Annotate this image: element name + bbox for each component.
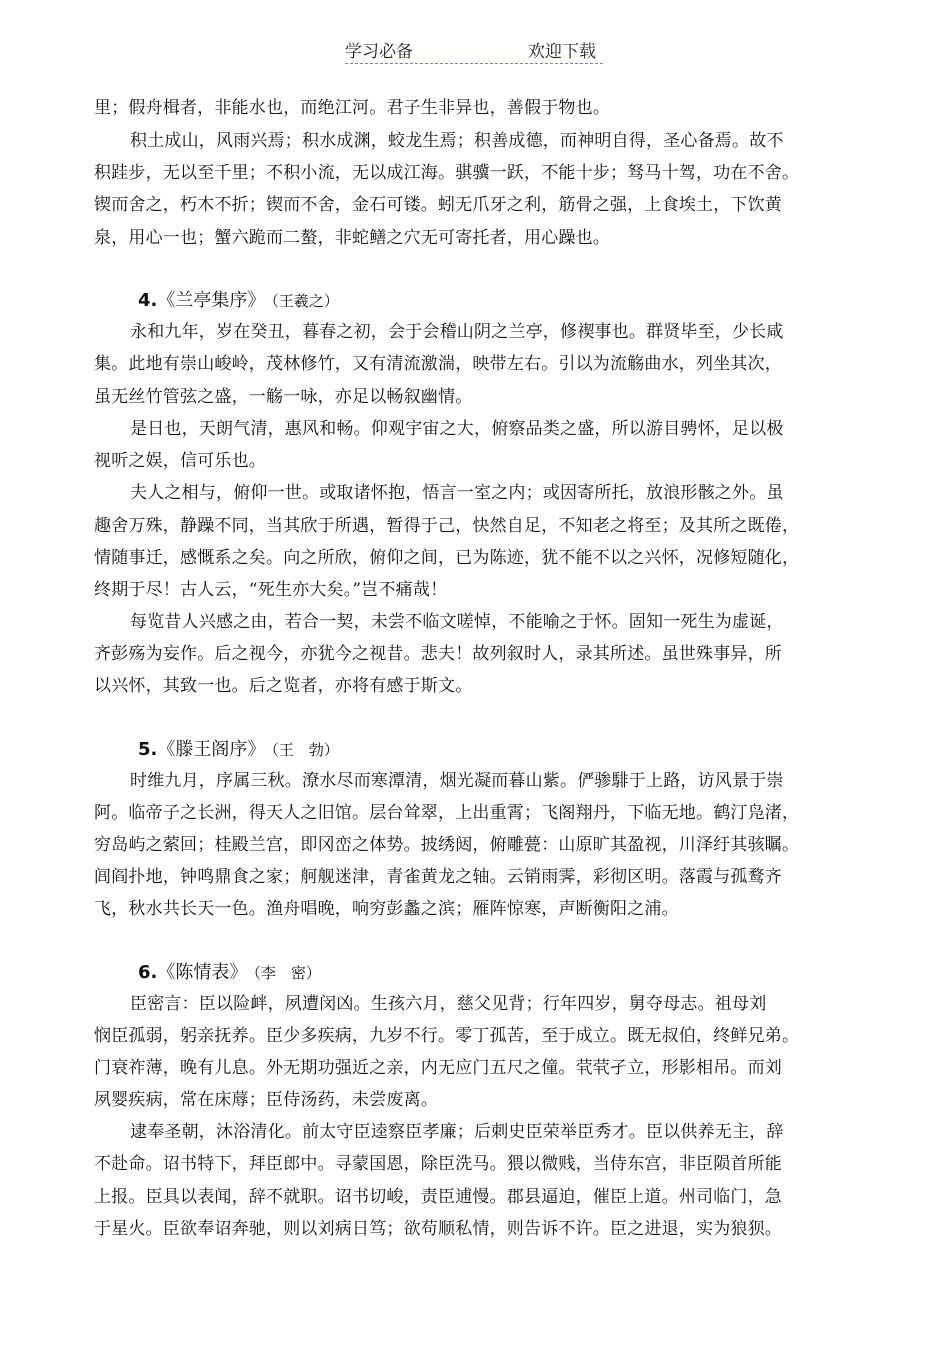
section-author: （王 勃）: [271, 741, 339, 759]
header-divider: [345, 63, 603, 64]
text-line: 穷岛屿之萦回；桂殿兰宫，即冈峦之体势。披绣闼，俯雕甍：山原旷其盈视，川泽纡其骇瞩。: [94, 835, 800, 855]
text-line: 阿。临帝子之长洲，得天人之旧馆。层台耸翠，上出重霄；飞阁翔丹，下临无地。鹤汀凫渚，: [94, 803, 800, 823]
text-line: 泉，用心一也；蟹六跪而二螯，非蛇鳝之穴无可寄托者，用心躁也。: [94, 228, 610, 248]
header-left-text: 学习必备: [345, 42, 413, 62]
section-number: 6.: [138, 962, 158, 983]
section-title: 《兰亭集序》: [157, 290, 266, 311]
text-line: 夫人之相与，俯仰一世。或取诸怀抱，悟言一室之内；或因寄所托，放浪形骸之外。虽: [130, 483, 784, 503]
text-line: 飞，秋水共长天一色。渔舟唱晚，响穷彭蠡之滨；雁阵惊寒，声断衡阳之浦。: [94, 899, 679, 919]
text-line: 趣舍万殊，静躁不同，当其欣于所遇，暂得于己，快然自足，不知老之将至；及其所之既倦，: [94, 516, 800, 536]
text-line: 以兴怀，其致一也。后之览者，亦将有感于斯文。: [94, 676, 473, 696]
section-author: （王羲之）: [271, 292, 339, 310]
text-line: 永和九年，岁在癸丑，暮春之初，会于会稽山阴之兰亭，修禊事也。群贤毕至，少长咸: [130, 322, 784, 342]
section-heading: [138, 289, 339, 313]
text-line: 逮奉圣朝，沐浴清化。前太守臣逵察臣孝廉；后刺史臣荣举臣秀才。臣以供养无主，辞: [130, 1122, 784, 1142]
text-line: 每览昔人兴感之由，若合一契，未尝不临文嗟悼，不能喻之于怀。固知一死生为虚诞，: [130, 612, 784, 632]
text-line: 视听之娱，信可乐也。: [94, 451, 266, 471]
text-line: 夙婴疾病，常在床蓐；臣侍汤药，未尝废离。: [94, 1090, 438, 1110]
text-line: 是日也，天朗气清，惠风和畅。仰观宇宙之大，俯察品类之盛，所以游目骋怀，足以极: [130, 419, 784, 439]
header-right-text: 欢迎下载: [528, 42, 596, 62]
section-heading: [138, 738, 339, 762]
section-title: 《滕王阁序》: [157, 739, 266, 760]
text-line: 积土成山，风雨兴焉；积水成渊，蛟龙生焉；积善成德，而神明自得，圣心备焉。故不: [130, 131, 784, 151]
text-line: 里；假舟楫者，非能水也，而绝江河。君子生非异也，善假于物也。: [94, 98, 610, 118]
text-line: 锲而舍之，朽木不折；锲而不舍，金石可镂。蚓无爪牙之利，筋骨之强，上食埃土，下饮黄: [94, 195, 782, 215]
text-line: 虽无丝竹管弦之盛，一觞一咏，亦足以畅叙幽情。: [94, 387, 473, 407]
section-author: （李 密）: [253, 964, 321, 982]
section-title: 《陈情表》: [157, 962, 248, 983]
text-line: 闾阎扑地，钟鸣鼎食之家；舸舰迷津，青雀黄龙之轴。云销雨霁，彩彻区明。落霞与孤鹜齐: [94, 867, 782, 887]
text-line: 积跬步，无以至千里；不积小流，无以成江海。骐骥一跃，不能十步；驽马十驾，功在不舍。: [94, 163, 800, 183]
text-line: 不赴命。诏书特下，拜臣郎中。寻蒙国恩，除臣洗马。猥以微贱，当侍东宫，非臣陨首所能: [94, 1154, 782, 1174]
text-line: 臣密言：臣以险衅，夙遭闵凶。生孩六月，慈父见背；行年四岁，舅夺母志。祖母刘: [130, 994, 767, 1014]
text-line: 齐彭殇为妄作。后之视今，亦犹今之视昔。悲夫！故列叙时人，录其所述。虽世殊事异，所: [94, 644, 782, 664]
text-line: 于星火。臣欲奉诏奔驰，则以刘病日笃；欲苟顺私情，则告诉不许。臣之进退，实为狼狈。: [94, 1219, 782, 1239]
page-header: [345, 42, 603, 66]
text-line: 情随事迁，感慨系之矣。向之所欣，俯仰之间，已为陈迹，犹不能不以之兴怀，况修短随化，: [94, 548, 800, 568]
text-line: 悯臣孤弱，躬亲抚养。臣少多疾病，九岁不行。零丁孤苦，至于成立。既无叔伯，终鲜兄弟。: [94, 1026, 800, 1046]
text-line: 时维九月，序属三秋。潦水尽而寒潭清，烟光凝而暮山紫。俨骖騑于上路，访风景于崇: [130, 771, 784, 791]
text-line: 终期于尽！古人云，“死生亦大矣。”岂不痛哉！: [94, 580, 448, 600]
text-line: 上报。臣具以表闻，辞不就职。诏书切峻，责臣逋慢。郡县逼迫，催臣上道。州司临门，急: [94, 1187, 782, 1207]
text-line: 门衰祚薄，晚有儿息。外无期功强近之亲，内无应门五尺之僮。茕茕孑立，形影相吊。而刘: [94, 1058, 782, 1078]
section-number: 5.: [138, 739, 158, 760]
text-line: 集。此地有崇山峻岭，茂林修竹，又有清流激湍，映带左右。引以为流觞曲水，列坐其次，: [94, 354, 782, 374]
section-heading: [138, 961, 321, 985]
section-number: 4.: [138, 290, 158, 311]
